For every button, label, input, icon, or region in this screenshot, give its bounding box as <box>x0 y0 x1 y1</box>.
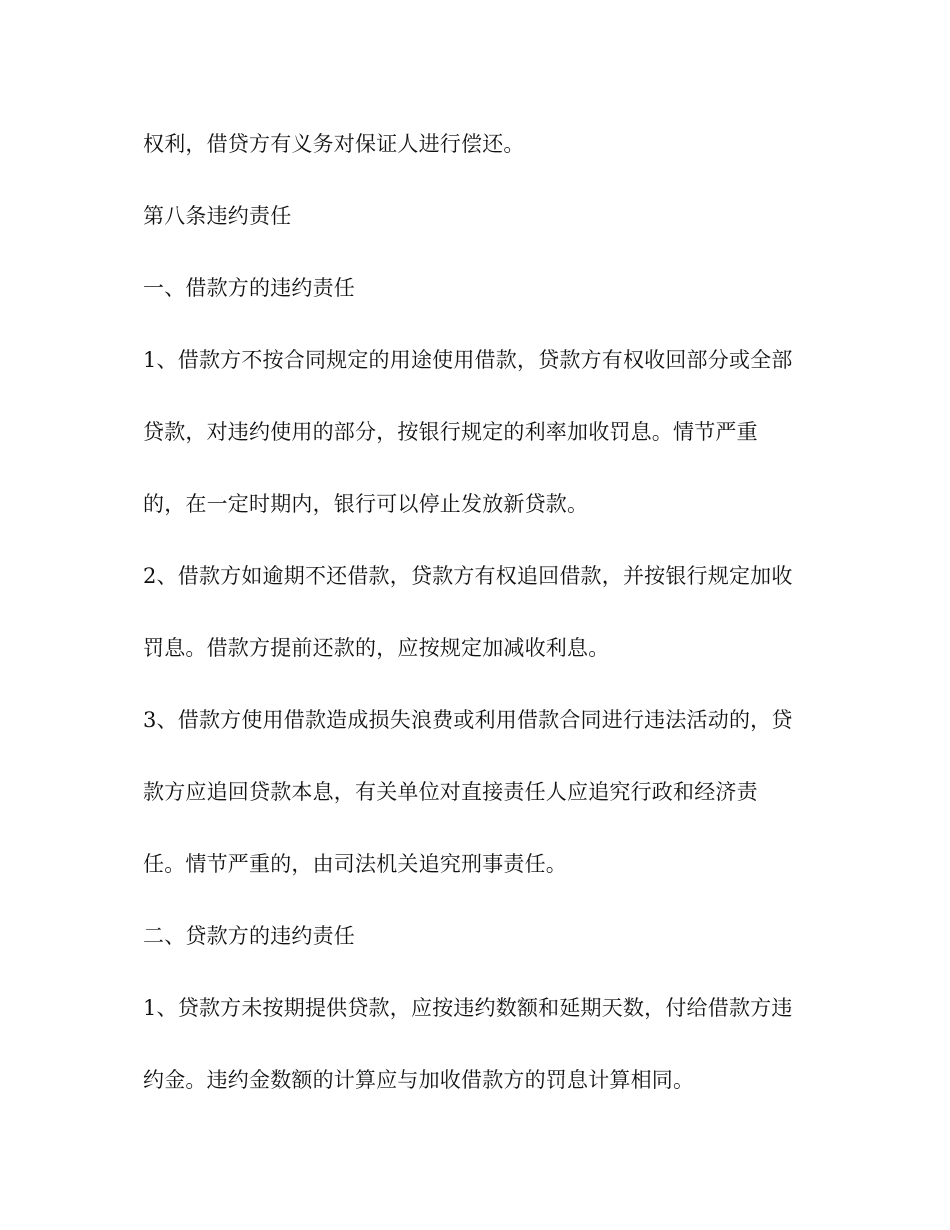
text-line: 1、贷款方未按期提供贷款，应按违约数额和延期天数，付给借款方违 <box>143 996 793 1020</box>
subsection-heading: 一、借款方的违约责任 <box>143 276 355 300</box>
text-line: 1、借款方不按合同规定的用途使用借款，贷款方有权收回部分或全部 <box>143 348 793 372</box>
subsection-heading: 二、贷款方的违约责任 <box>143 924 355 948</box>
text-line: 2、借款方如逾期不还借款，贷款方有权追回借款，并按银行规定加收 <box>143 564 793 588</box>
text-line: 任。情节严重的，由司法机关追究刑事责任。 <box>143 852 567 876</box>
text-line: 权利，借贷方有义务对保证人进行偿还。 <box>143 132 525 156</box>
text-line: 款方应追回贷款本息，有关单位对直接责任人应追究行政和经济责 <box>143 780 758 804</box>
text-line: 贷款，对违约使用的部分，按银行规定的利率加收罚息。情节严重 <box>143 420 758 444</box>
section-heading: 第八条违约责任 <box>143 204 292 228</box>
text-line: 3、借款方使用借款造成损失浪费或利用借款合同进行违法活动的，贷 <box>143 708 793 732</box>
text-line: 的，在一定时期内，银行可以停止发放新贷款。 <box>143 492 589 516</box>
text-line: 罚息。借款方提前还款的，应按规定加减收利息。 <box>143 636 610 660</box>
text-line: 约金。违约金数额的计算应与加收借款方的罚息计算相同。 <box>143 1068 695 1092</box>
